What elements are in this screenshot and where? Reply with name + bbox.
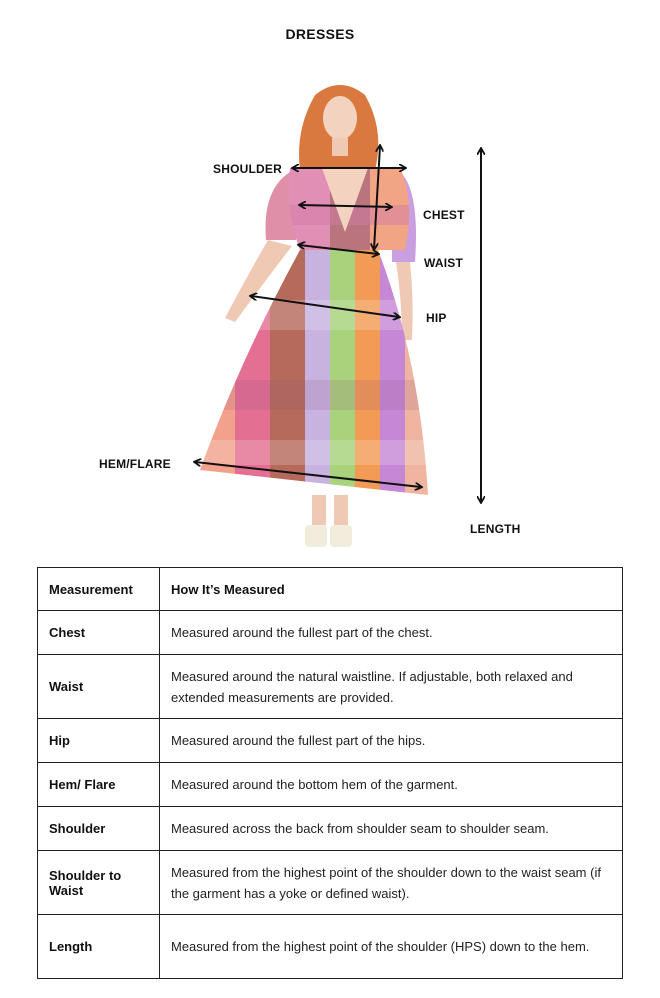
measurement-description: Measured around the fullest part of the hips. [160,719,623,763]
label-length: LENGTH [470,522,521,536]
measurement-name: Chest [38,611,160,655]
label-hip: HIP [426,311,447,325]
measurement-description: Measured from the highest point of the shoulder down to the waist seam (if the garment has a yoke or defined waist). [160,851,623,915]
table-row [38,655,623,719]
measurement-guide-table [37,567,623,979]
label-shoulder: SHOULDER [213,162,282,176]
measurement-name: Length [38,915,160,979]
header-how-measured: How It’s Measured [160,568,623,611]
model-dress-illustration [0,60,660,560]
table-row [38,915,623,979]
table-header-row [38,568,623,611]
label-hem-flare: HEM/FLARE [99,457,171,471]
measurement-diagram [0,60,660,560]
label-chest: CHEST [423,208,465,222]
measurement-name: Hem/ Flare [38,763,160,807]
table-row [38,719,623,763]
table-row [38,851,623,915]
measurement-description: Measured around the bottom hem of the garment. [160,763,623,807]
page-title: DRESSES [285,26,355,42]
table-row [38,611,623,655]
measurement-description: Measured across the back from shoulder seam to shoulder seam. [160,807,623,851]
measurement-description: Measured around the fullest part of the chest. [160,611,623,655]
label-waist: WAIST [424,256,463,270]
measurement-name: Shoulder to Waist [38,851,160,915]
measurement-name: Hip [38,719,160,763]
measurement-description: Measured from the highest point of the shoulder (HPS) down to the hem. [160,915,623,979]
measurement-name: Shoulder [38,807,160,851]
table-row [38,807,623,851]
measurement-description: Measured around the natural waistline. If adjustable, both relaxed and extended measurements are provided. [160,655,623,719]
measurement-name: Waist [38,655,160,719]
header-measurement: Measurement [38,568,160,611]
table-row [38,763,623,807]
